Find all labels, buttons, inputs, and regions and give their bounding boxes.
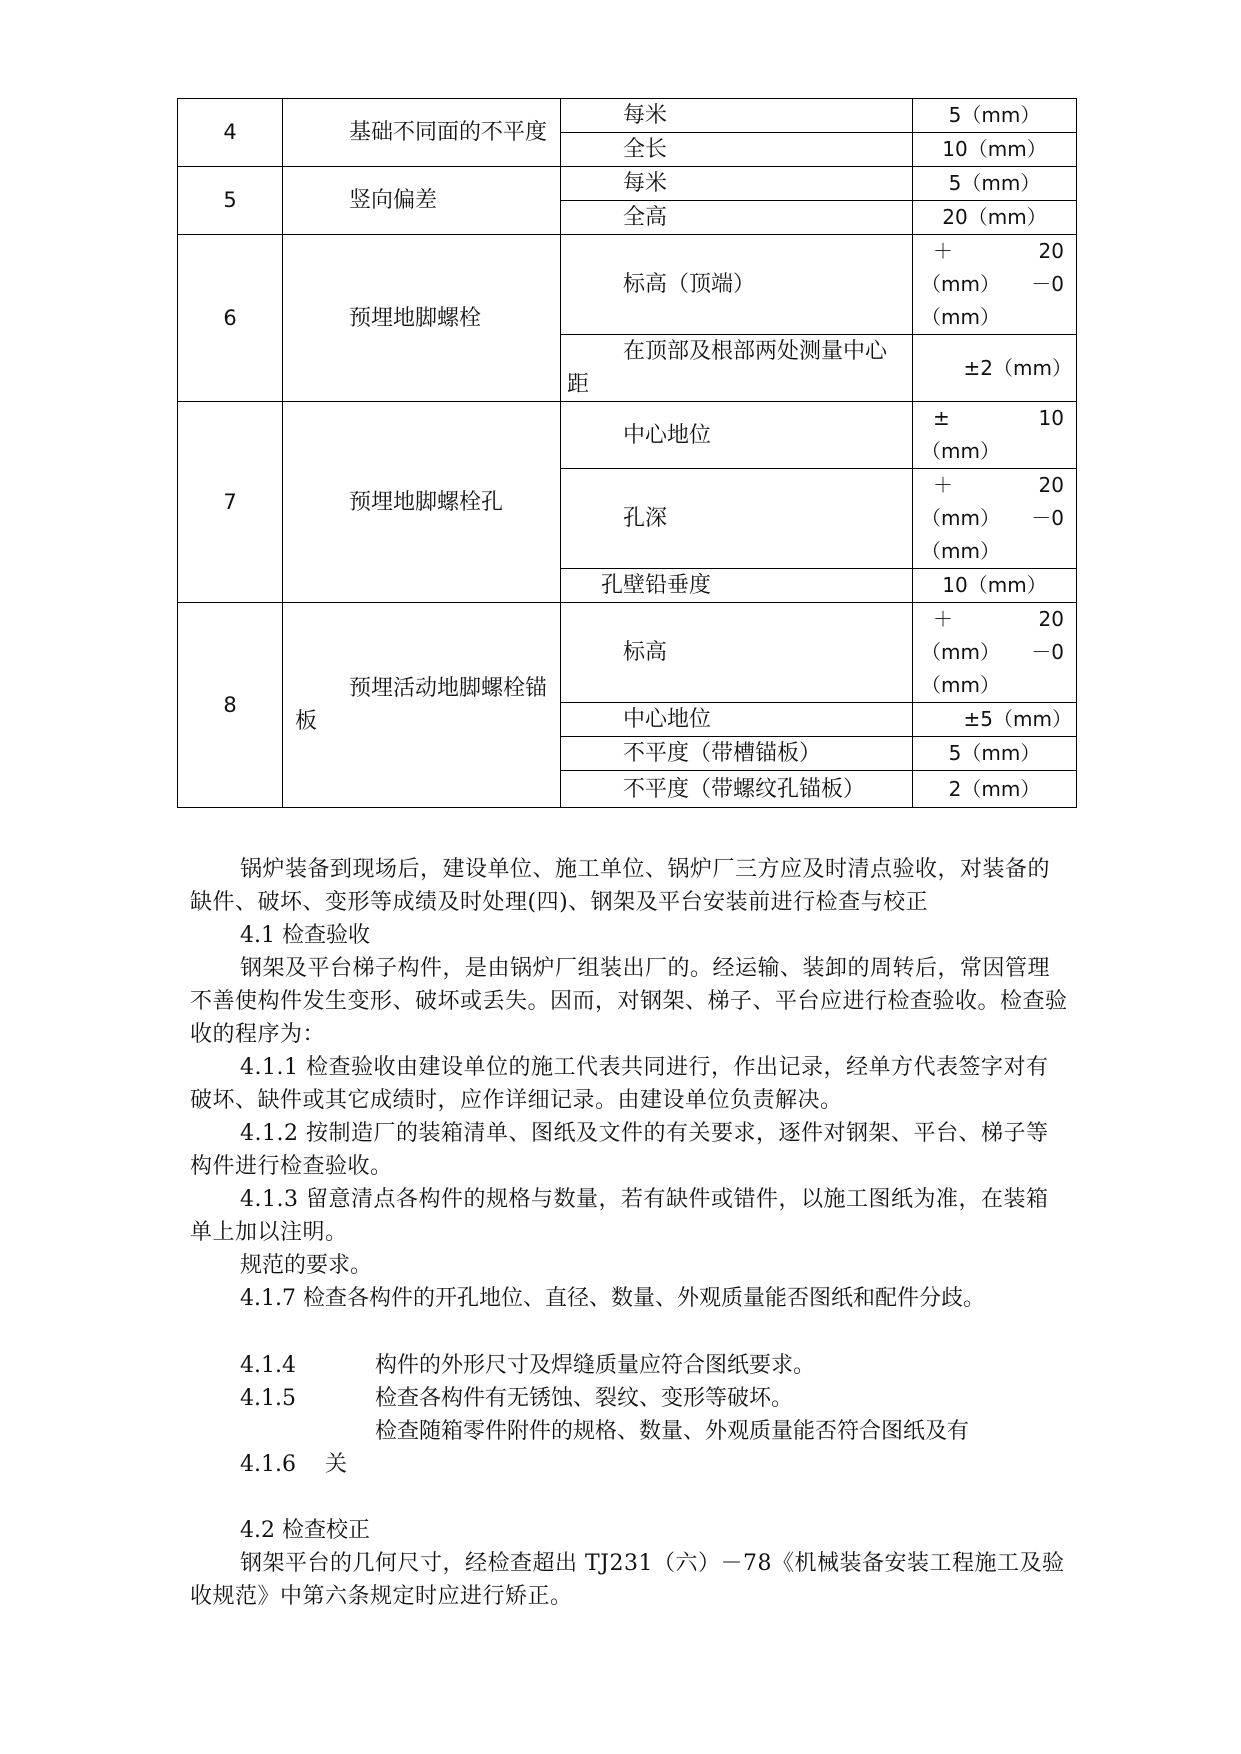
item-4-1-6-text: 检查随箱零件附件的规格、数量、外观质量能否符合图纸及有 <box>375 1419 970 1444</box>
item-4-1-5-number: 4.1.5 <box>240 1386 296 1411</box>
paragraph-4-1-7: 4.1.7 检查各构件的开孔地位、直径、数量、外观质量能否图纸和配件分歧。 <box>240 1286 985 1311</box>
row-number: 8 <box>178 603 283 808</box>
item-4-1-5-text: 检查各构件有无锈蚀、裂纹、变形等破坏。 <box>375 1386 794 1411</box>
tolerance-value: 20（mm） <box>913 201 1077 235</box>
row-number: 7 <box>178 402 283 603</box>
paragraph-4-1-1: 4.1.1 检查验收由建设单位的施工代表共同进行，作出记录，经单方代表签字对有破坏、缺件或其它成绩时，应作详细记录。由建设单位负责解决。 <box>190 1055 1049 1113</box>
row-number: 5 <box>178 167 283 235</box>
tolerance-value: ± 10 （mm） <box>913 402 1077 469</box>
tolerance-value: ±2（mm） <box>913 335 1077 402</box>
item-name: 预埋活动地脚螺栓锚板 <box>283 603 561 808</box>
tolerance-value: 5（mm） <box>913 99 1077 133</box>
tolerance-value: 5（mm） <box>913 167 1077 201</box>
tolerance-value: ＋ 20 （mm） －0 （mm） <box>913 469 1077 569</box>
item-name: 基础不同面的不平度 <box>283 99 561 167</box>
heading-4-1: 4.1 检查验收 <box>240 923 370 948</box>
sub-item: 每米 <box>561 99 913 133</box>
item-4-1-4-text: 构件的外形尺寸及焊缝质量应符合图纸要求。 <box>375 1353 816 1378</box>
tolerance-value: 10（mm） <box>913 569 1077 603</box>
item-name: 竖向偏差 <box>283 167 561 235</box>
heading-4-2: 4.2 检查校正 <box>240 1518 370 1543</box>
paragraph-4-1-2: 4.1.2 按制造厂的装箱清单、图纸及文件的有关要求，逐件对钢架、平台、梯子等构件进行检查验收。 <box>190 1121 1049 1179</box>
item-4-1-6-number: 4.1.6 <box>240 1452 296 1477</box>
tolerance-value: 5（mm） <box>913 737 1077 771</box>
tolerance-value: ＋ 20 （mm） －0 （mm） <box>913 603 1077 703</box>
sub-item: 标高（顶端） <box>561 235 913 335</box>
item-name: 预埋地脚螺栓孔 <box>283 402 561 603</box>
tolerance-value: 10（mm） <box>913 133 1077 167</box>
paragraph-4-1-3: 4.1.3 留意清点各构件的规格与数量，若有缺件或错件，以施工图纸为准，在装箱单上加以注明。 <box>190 1187 1049 1245</box>
sub-item: 孔深 <box>561 469 913 569</box>
tolerance-value: ＋ 20 （mm） －0 （mm） <box>913 235 1077 335</box>
paragraph-intro: 锅炉装备到现场后，建设单位、施工单位、锅炉厂三方应及时清点验收，对装备的缺件、破坏、变形等成绩及时处理(四)、钢架及平台安装前进行检查与校正 <box>190 857 1051 915</box>
row-number: 4 <box>178 99 283 167</box>
row-number: 6 <box>178 235 283 402</box>
sub-item: 在顶部及根部两处测量中心距 <box>561 335 913 402</box>
sub-item: 标高 <box>561 603 913 703</box>
sub-item: 不平度（带螺纹孔锚板） <box>561 771 913 808</box>
paragraph-4-1: 钢架及平台梯子构件，是由锅炉厂组装出厂的。经运输、装卸的周转后，常因管理不善使构件发生变形、破坏或丢失。因而，对钢架、梯子、平台应进行检查验收。检查验收的程序为： <box>190 956 1068 1047</box>
item-name: 预埋地脚螺栓 <box>283 235 561 402</box>
item-4-1-4-number: 4.1.4 <box>240 1353 296 1378</box>
tolerance-value: ±5（mm） <box>913 703 1077 737</box>
item-4-1-6-text-cont: 关 <box>325 1452 348 1477</box>
sub-item: 不平度（带槽锚板） <box>561 737 913 771</box>
sub-item: 每米 <box>561 167 913 201</box>
sub-item: 全高 <box>561 201 913 235</box>
sub-item: 孔壁铅垂度 <box>561 569 913 603</box>
sub-item: 中心地位 <box>561 402 913 469</box>
tolerance-value: 2（mm） <box>913 771 1077 808</box>
tolerance-table <box>177 98 1077 808</box>
paragraph-4-2: 钢架平台的几何尺寸，经检查超出 TJ231（六）－78《机械装备安装工程施工及验收规范》中第六条规定时应进行矫正。 <box>190 1551 1065 1609</box>
paragraph-requirement: 规范的要求。 <box>240 1253 373 1278</box>
sub-item: 中心地位 <box>561 703 913 737</box>
sub-item: 全长 <box>561 133 913 167</box>
